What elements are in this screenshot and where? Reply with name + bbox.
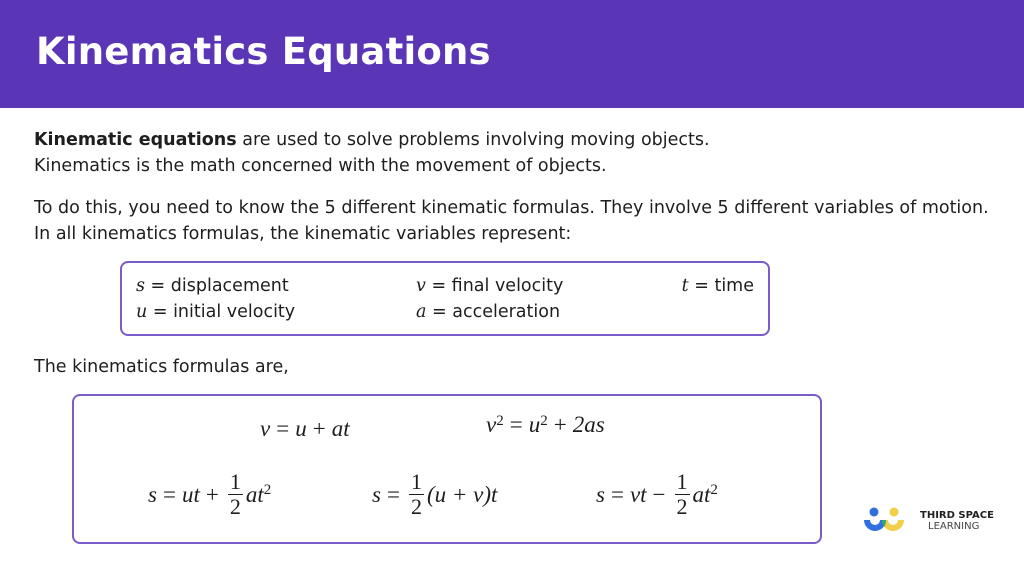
- fraction: [228, 470, 243, 519]
- intro-line1: are used to solve problems involving moving objects.: [236, 130, 710, 150]
- formula-s-ut-half-at2: [148, 470, 271, 519]
- formula-term: at: [245, 481, 264, 507]
- fraction-denominator: 2: [676, 494, 688, 519]
- variable-symbol: a: [416, 302, 427, 322]
- formula-term: at: [331, 416, 350, 441]
- variable-t: [682, 276, 754, 296]
- formula-term: s: [148, 481, 157, 507]
- variable-symbol: v: [416, 276, 426, 296]
- formulas-intro: The kinematics formulas are,: [34, 357, 289, 377]
- variables-box: [120, 261, 770, 336]
- formula-operator: =: [276, 416, 290, 441]
- fraction-denominator: 2: [410, 494, 422, 519]
- formula-operator: −: [652, 481, 666, 507]
- formula-term: u: [295, 416, 307, 441]
- formula-term: s: [372, 481, 381, 507]
- variable-meaning: = time: [688, 276, 754, 296]
- formula-v2-u2-2as: [486, 412, 605, 438]
- formula-s-half-uv-t: [372, 470, 497, 519]
- variables-intro-paragraph: To do this, you need to know the 5 different kinematic formulas. They involve 5 different variables of motion. In all kinematics formulas, the kinematic variables represent:: [34, 198, 989, 244]
- logo-mark-icon: [862, 507, 910, 535]
- fraction: [675, 470, 690, 519]
- formula-exponent: 2: [710, 482, 718, 498]
- third-space-learning-logo: [862, 507, 994, 535]
- variable-symbol: s: [136, 276, 145, 296]
- formula-term: at: [692, 481, 711, 507]
- formula-exponent: 2: [263, 482, 272, 498]
- formula-v-u-at: [260, 416, 350, 442]
- formula-term: vt: [629, 481, 647, 507]
- formula-operator: =: [386, 481, 400, 507]
- fraction-denominator: 2: [229, 494, 241, 519]
- variable-u: [136, 302, 295, 322]
- intro-line2: Kinematics is the math concerned with the movement of objects.: [34, 156, 607, 176]
- formula-term: s: [596, 481, 605, 507]
- variable-a: [416, 302, 560, 322]
- variable-s: [136, 276, 289, 296]
- formula-operator: =: [610, 481, 624, 507]
- variable-v: [416, 276, 563, 296]
- formula-exponent: 2: [540, 412, 548, 429]
- formulas-box: [72, 394, 822, 544]
- title-banner: [0, 0, 1024, 108]
- logo-text-line1: THIRD SPACE: [920, 510, 994, 521]
- intro-paragraph: [34, 127, 710, 179]
- formula-term: v: [486, 412, 497, 437]
- fraction-numerator: 1: [676, 469, 688, 494]
- variable-meaning: = initial velocity: [147, 302, 296, 322]
- variable-symbol: u: [136, 302, 148, 322]
- formula-operator: +: [205, 481, 219, 507]
- variable-meaning: = displacement: [144, 276, 289, 296]
- formula-s-vt-half-at2: [596, 470, 718, 519]
- variable-symbol: t: [681, 276, 689, 296]
- fraction: [409, 470, 424, 519]
- intro-bold: Kinematic equations: [34, 130, 237, 150]
- formula-exponent: 2: [496, 412, 504, 429]
- logo-text-line2: LEARNING: [928, 521, 980, 532]
- formula-operator: =: [162, 481, 176, 507]
- formula-operator: +: [553, 412, 567, 437]
- page-title: Kinematics Equations: [36, 30, 491, 73]
- variable-meaning: = acceleration: [426, 302, 561, 322]
- formula-operator: =: [509, 412, 523, 437]
- variable-meaning: = final velocity: [425, 276, 564, 296]
- formula-term: v: [260, 416, 271, 441]
- fraction-numerator: 1: [410, 469, 422, 494]
- formula-term: ut: [181, 481, 200, 507]
- formula-term: (u + v)t: [426, 481, 498, 507]
- formula-term: u: [528, 412, 541, 437]
- formula-operator: +: [312, 416, 326, 441]
- fraction-numerator: 1: [229, 469, 241, 494]
- formula-term: 2as: [572, 412, 605, 437]
